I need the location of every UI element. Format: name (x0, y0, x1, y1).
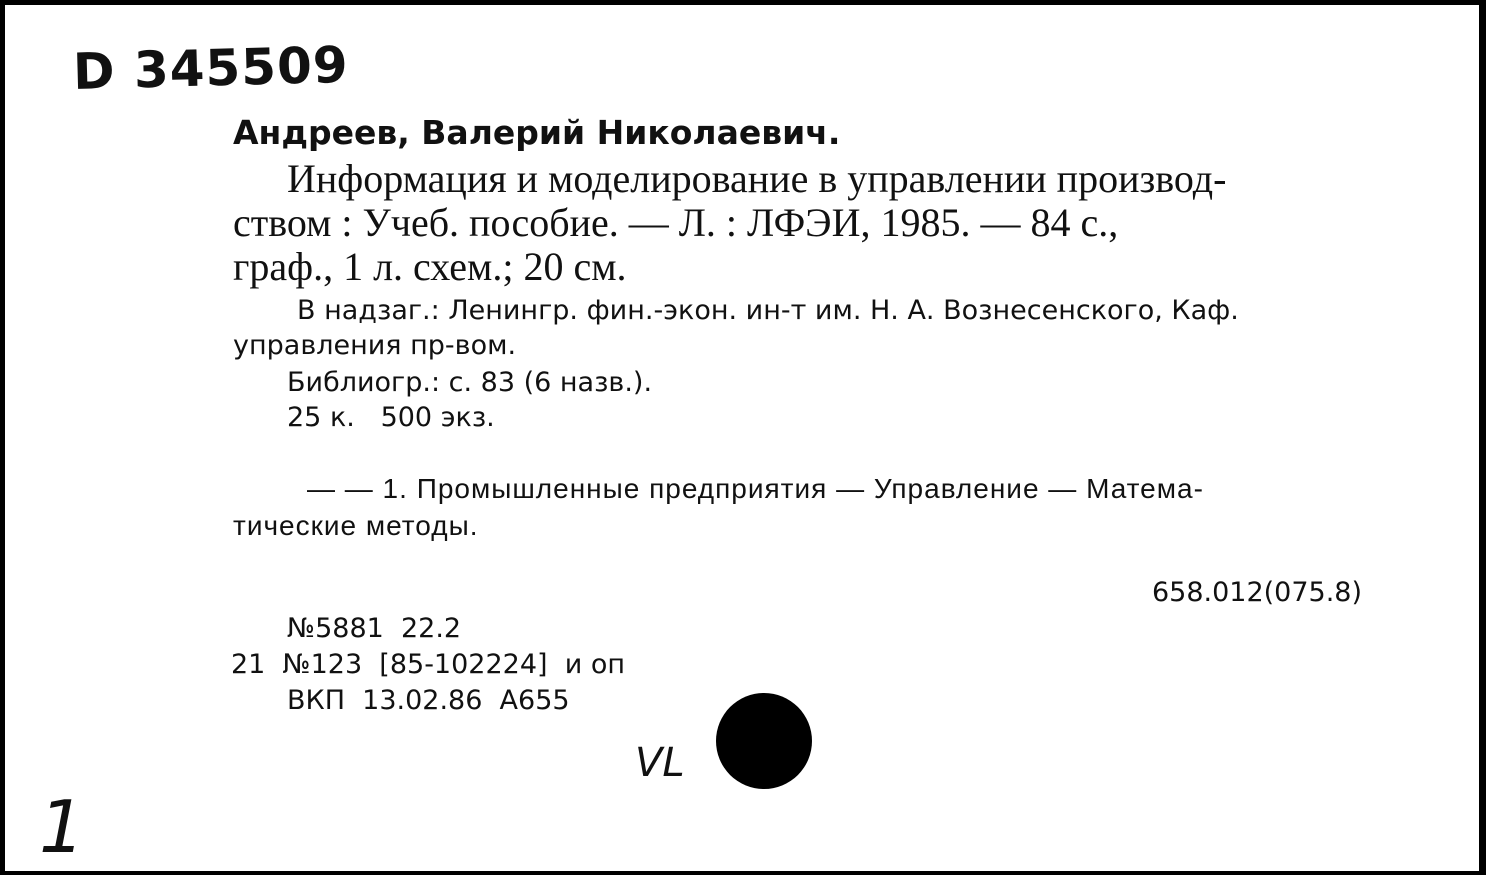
catalog-card (5, 5, 1479, 871)
catalog-number: D 345509 (72, 35, 350, 101)
subject-line-1: — — 1. Промышленные предприятия — Управление — Матема- (307, 473, 1204, 504)
punch-hole (716, 693, 812, 789)
subject-line-2: тические методы. (233, 510, 479, 541)
note-line-4: 25 к. 500 экз. (287, 402, 495, 433)
handwritten-number: 1 (39, 785, 85, 869)
note-line-3: Библиогр.: с. 83 (6 назв.). (287, 367, 653, 398)
registry-line-3: ВКП 13.02.86 А655 (287, 685, 570, 716)
author-name: Андреев, Валерий Николаевич. (233, 113, 841, 152)
udc-code: 658.012(075.8) (1152, 577, 1363, 608)
note-line-1: В надзаг.: Ленингр. фин.-экон. ин-т им. Н. А. Вознесенского, Каф. (297, 295, 1239, 326)
handwritten-initials: VL (635, 740, 685, 786)
note-line-2: управления пр-вом. (233, 330, 517, 361)
title-line-3: граф., 1 л. схем.; 20 см. (233, 244, 627, 289)
registry-line-1: №5881 22.2 (287, 613, 462, 644)
title-line-2: ством : Учеб. пособие. — Л. : ЛФЭИ, 1985. — 84 с., (233, 200, 1119, 245)
registry-line-2: 21 №123 [85-102224] и оп (231, 649, 626, 680)
title-line-1: Информация и моделирование в управлении производ- (287, 156, 1227, 201)
